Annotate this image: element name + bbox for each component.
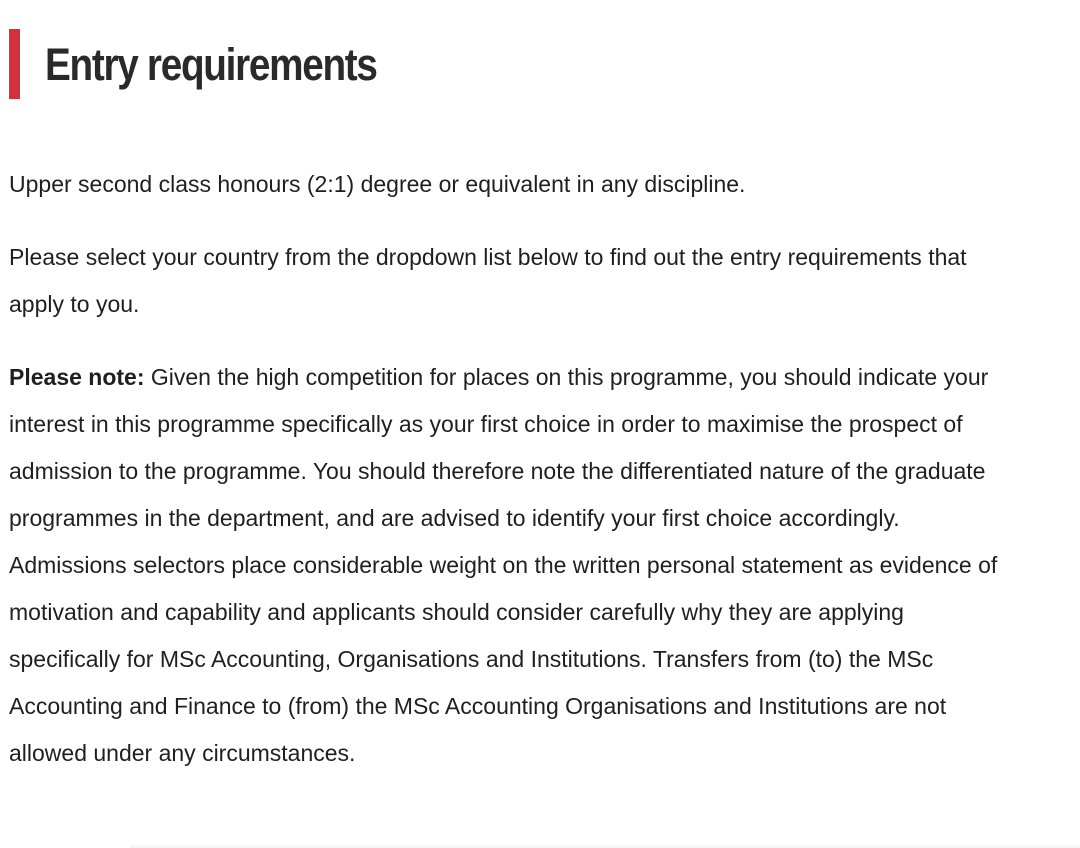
degree-requirement-text: Upper second class honours (2:1) degree or equivalent in any discipline.	[9, 171, 746, 197]
entry-requirements-content	[9, 161, 1009, 803]
note-paragraph	[9, 354, 1009, 777]
heading-accent-bar	[9, 29, 20, 99]
note-text: Given the high competition for places on this programme, you should indicate your interest in this programme specifically as your first choice in order to maximise the prospect of admission to the programme. You should therefore note the differentiated nature of the graduate programmes in the department, and are advised to identify your first choice accordingly. Admissions selectors place considerable weight on the written personal statement as evidence of motivation and capability and applicants should consider carefully why they are applying specifically for MSc Accounting, Organisations and Institutions. Transfers from (to) the MSc Accounting and Finance to (from) the MSc Accounting Organisations and Institutions are not allowed under any circumstances.	[9, 364, 998, 766]
country-instruction-text: Please select your country from the dropdown list below to find out the entry requirements that apply to you.	[9, 244, 967, 317]
bottom-divider	[130, 844, 1080, 848]
note-label: Please note:	[9, 364, 145, 390]
section-heading	[9, 29, 431, 99]
page-title: Entry requirements	[45, 38, 377, 90]
